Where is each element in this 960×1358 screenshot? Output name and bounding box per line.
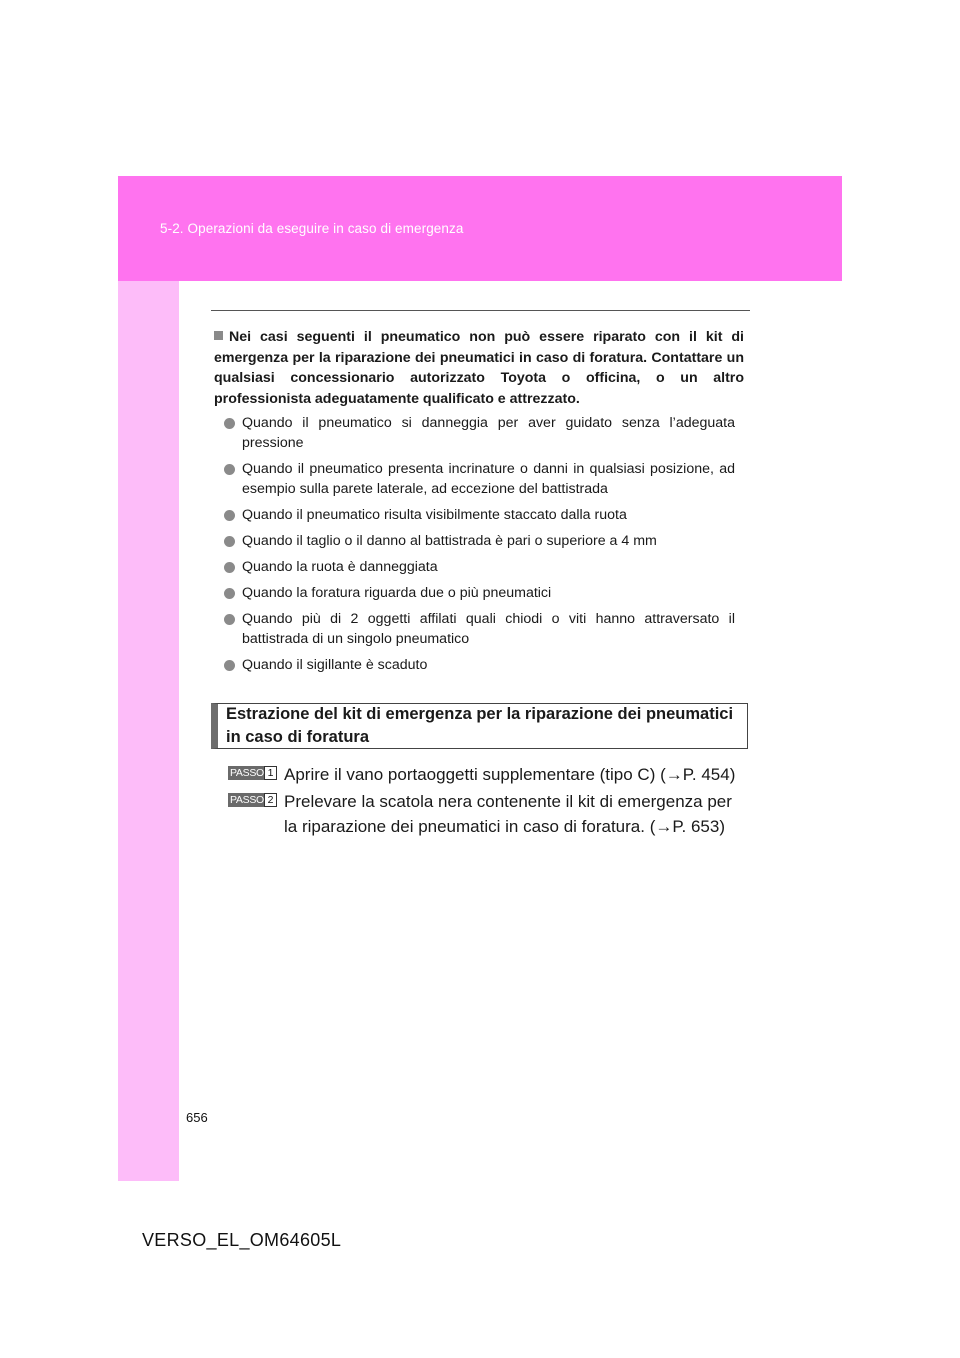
list-item: Quando il pneumatico si danneggia per aver guidato senza l’adeguata pressione [224, 413, 735, 453]
circle-bullet-icon [224, 588, 235, 599]
breadcrumb: 5-2. Operazioni da eseguire in caso di emergenza [160, 221, 464, 236]
step-1 [228, 762, 748, 787]
list-item: Quando il taglio o il danno al battistrada è pari o superiore a 4 mm [224, 531, 735, 551]
step-text: Prelevare la scatola nera contenente il kit di emergenza per la riparazione dei pneumatici in caso di foratura. (→P. 653) [284, 792, 732, 836]
circle-bullet-icon [224, 510, 235, 521]
document-code: VERSO_EL_OM64605L [142, 1230, 342, 1250]
square-bullet-icon [214, 331, 223, 340]
circle-bullet-icon [224, 418, 235, 429]
divider [211, 310, 750, 311]
step-text: Aprire il vano portaoggetti supplementare (tipo C) (→P. 454) [284, 765, 736, 784]
list-item: Quando la ruota è danneggiata [224, 557, 735, 577]
circle-bullet-icon [224, 562, 235, 573]
side-band [118, 281, 179, 1181]
intro-paragraph [214, 327, 744, 409]
circle-bullet-icon [224, 536, 235, 547]
page-number: 656 [186, 1110, 208, 1125]
intro-text: Nei casi seguenti il pneumatico non può essere riparato con il kit di emergenza per la riparazione dei pneumatici in caso di foratura. Contattare un qualsiasi concessionario autorizzato Toyota o officina, o un altro professionista adeguatamente qualificato e attrezzato. [214, 329, 744, 407]
step-badge: PASSO 1 [228, 766, 278, 780]
circle-bullet-icon [224, 464, 235, 475]
section-title: Estrazione del kit di emergenza per la riparazione dei pneumatici in caso di foratura [226, 705, 734, 746]
list-item: Quando la foratura riguarda due o più pneumatici [224, 583, 735, 603]
list-item: Quando il pneumatico presenta incrinature o danni in qualsiasi posizione, ad esempio sulla parete laterale, ad eccezione del battistrada [224, 459, 735, 499]
condition-list [224, 413, 735, 681]
circle-bullet-icon [224, 660, 235, 671]
step-badge: PASSO 2 [228, 793, 278, 807]
step-2 [228, 789, 748, 839]
list-item: Quando il pneumatico risulta visibilmente staccato dalla ruota [224, 505, 735, 525]
circle-bullet-icon [224, 614, 235, 625]
list-item: Quando più di 2 oggetti affilati quali chiodi o viti hanno attraversato il battistrada di un singolo pneumatico [224, 609, 735, 649]
list-item: Quando il sigillante è scaduto [224, 655, 735, 675]
